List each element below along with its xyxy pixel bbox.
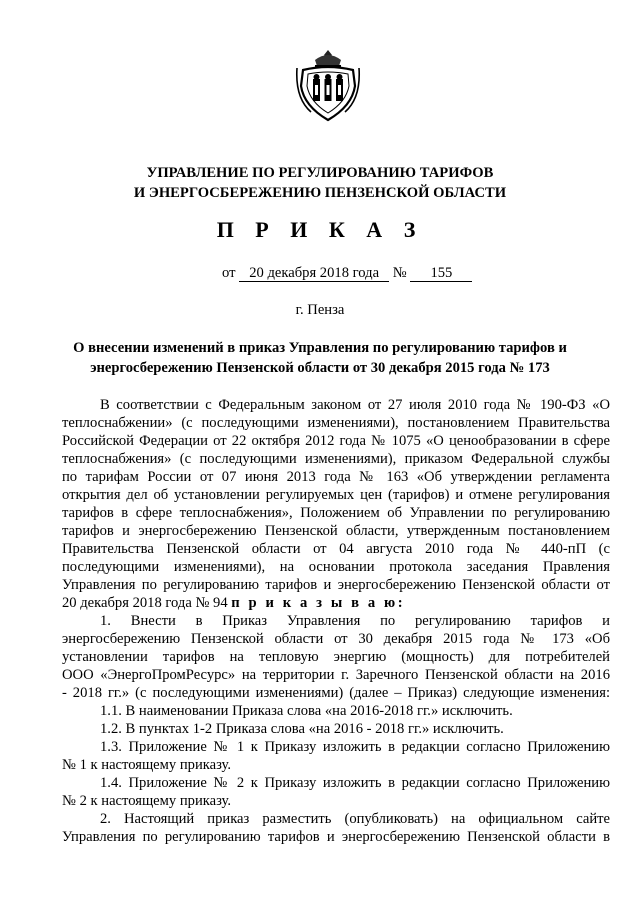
body-line: последующими изменениями), на основании протокола заседания Правления: [62, 559, 610, 575]
body-line: теплоснабжении» (с последующими изменениями), постановлением Правительства: [62, 415, 610, 431]
body-line: энергосбережению Пензенской области от 30 декабря 2015 года № 173 «Об: [62, 631, 610, 647]
document-type-title: П Р И К А З: [216, 217, 424, 242]
organization-name-line2: И ЭНЕРГОСБЕРЕЖЕНИЮ ПЕНЗЕНСКОЙ ОБЛАСТИ: [133, 185, 507, 201]
body-line: 1.3. Приложение № 1 к Приказу изложить в редакции согласно Приложению: [100, 739, 610, 755]
coat-of-arms-icon: [295, 48, 361, 124]
body-line: Управления по регулированию тарифов и энергосбережению Пензенской области от: [62, 577, 610, 593]
body-line: - 2018 гг.» (с последующими изменениями) (далее – Приказ) следующие изменения:: [62, 685, 610, 701]
body-line: 1.1. В наименовании Приказа слова «на 2016-2018 гг.» исключить.: [100, 703, 513, 719]
body-line: Российской Федерации от 22 октября 2012 года № 1075 «О ценообразовании в сфере: [62, 433, 610, 449]
city: г. Пенза: [295, 302, 345, 318]
body-line: теплоснабжения» (с последующими изменениями), приказом Федеральной службы: [62, 451, 610, 467]
body-line: Правительства Пензенской области от 04 августа 2010 года № 440-пП (с: [62, 541, 610, 557]
body-line: тарифов в сфере теплоснабжения», Положением об Управлении по регулированию: [62, 505, 610, 521]
body-line: ООО «ЭнергоПромРесурс» на территории г. Заречного Пензенской области на 2016: [62, 667, 610, 683]
body-line: Управления по регулированию тарифов и энергосбережению Пензенской области в: [62, 829, 610, 845]
document-number: 155: [410, 265, 472, 282]
number-sign: №: [392, 265, 407, 281]
body-line: № 1 к настоящему приказу.: [62, 757, 232, 773]
body-line: установлении тарифов на тепловую энергию (мощность) для потребителей: [62, 649, 610, 665]
body-line: 1.4. Приложение № 2 к Приказу изложить в редакции согласно Приложению: [100, 775, 610, 791]
organization-name-line1: УПРАВЛЕНИЕ ПО РЕГУЛИРОВАНИЮ ТАРИФОВ: [146, 165, 494, 181]
date-number-line: [222, 265, 472, 282]
body-line: по тарифам России от 07 июня 2013 года № 163 «Об утверждении регламента: [62, 469, 610, 485]
subject-line1: О внесении изменений в приказ Управления по регулированию тарифов и: [73, 340, 567, 356]
body-line: В соответствии с Федеральным законом от 27 июля 2010 года № 190-ФЗ «О: [100, 397, 610, 413]
resolution-word: п р и к а з ы в а ю:: [231, 595, 406, 611]
document-date: 20 декабря 2018 года: [239, 265, 389, 282]
body-line: № 2 к настоящему приказу.: [62, 793, 232, 809]
body-line: открытия дел об установлении регулируемых цен (тарифов) и отмене регулирования: [62, 487, 610, 503]
body-line: 1.2. В пунктах 1-2 Приказа слова «на 2016 - 2018 гг.» исключить.: [100, 721, 504, 737]
subject-line2: энергосбережению Пензенской области от 30 декабря 2015 года № 173: [90, 360, 550, 376]
body-line-text: 20 декабря 2018 года № 94: [62, 595, 228, 611]
body-line: тарифов и энергосбережению Пензенской области, утвержденным постановлением: [62, 523, 610, 539]
body-line: 1. Внести в Приказ Управления по регулированию тарифов и: [100, 613, 610, 629]
date-prefix: от: [222, 265, 236, 281]
body-line: 2. Настоящий приказ разместить (опубликовать) на официальном сайте: [100, 811, 610, 827]
body-line: [62, 594, 610, 612]
